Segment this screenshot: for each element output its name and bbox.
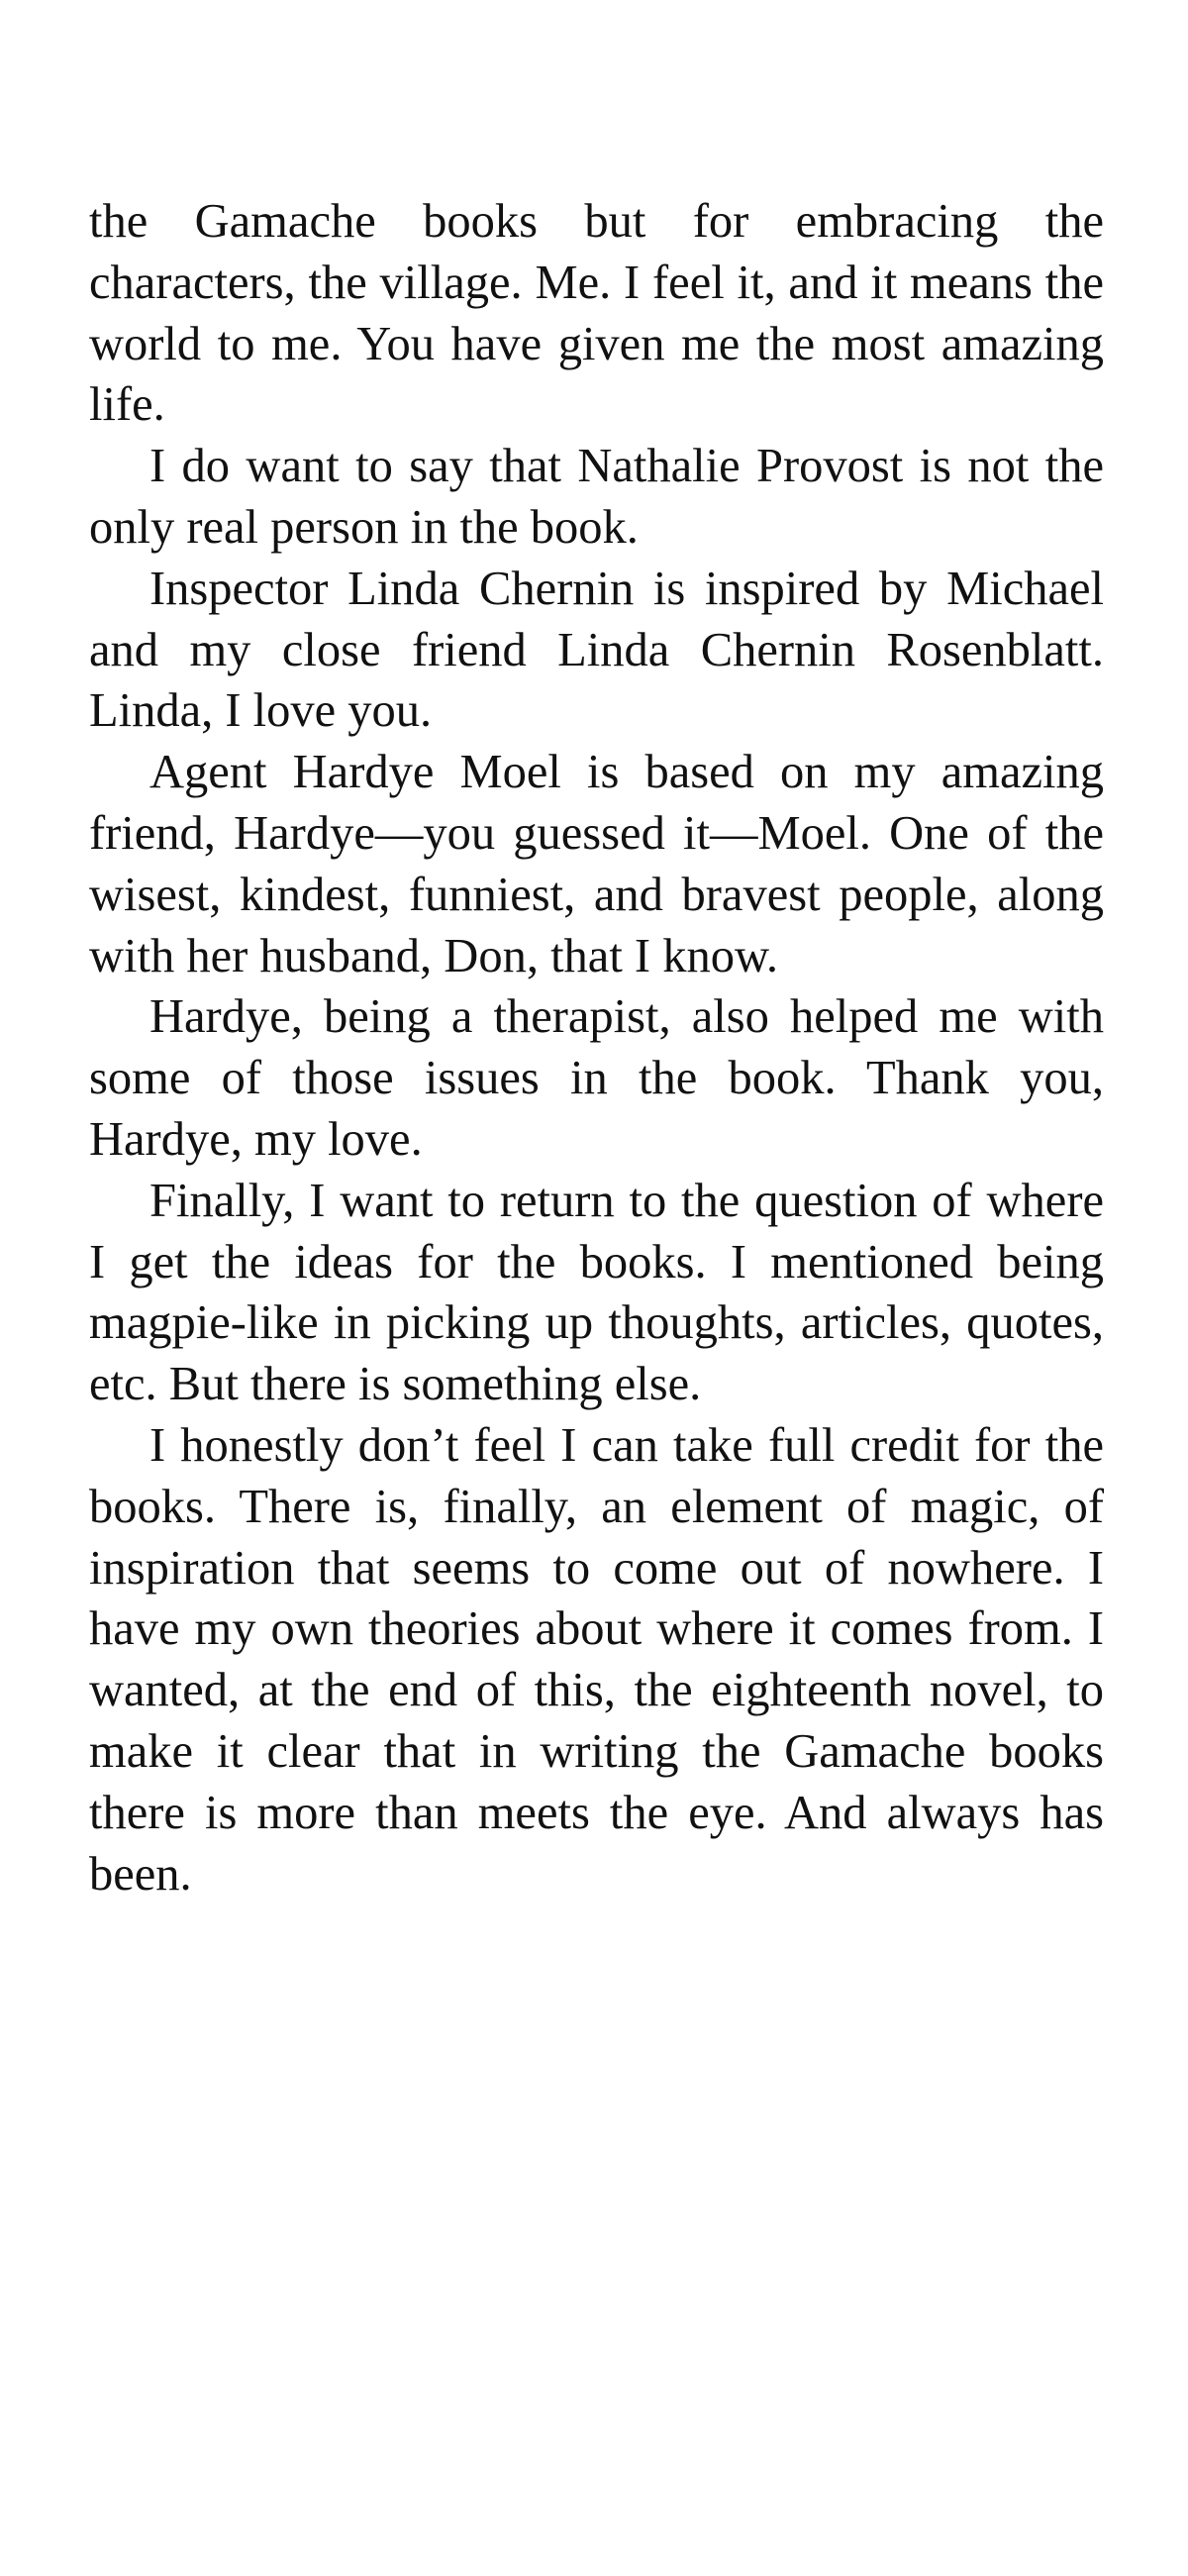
paragraph: Agent Hardye Moel is based on my amazing friend, Hardye—you guessed it—Moel. One of the wisest, kindest, funniest, and bravest people, along with her husband, Don, that I know.: [89, 746, 1104, 982]
paragraph: Hardye, being a therapist, also helped me with some of those issues in the book. Thank you, Hardye, my love.: [89, 990, 1104, 1166]
paragraph: Finally, I want to return to the question of where I get the ideas for the books. I mentioned being magpie-like in picking up thoughts, articles, quotes, etc. But there is something else.: [89, 1174, 1104, 1411]
book-page-text: [89, 191, 1104, 1905]
paragraph: I honestly don’t feel I can take full credit for the books. There is, finally, an element of magic, of inspiration that seems to come out of nowhere. I have my own theories about where it comes from. I wanted, at the end of this, the eighteenth novel, to make it clear that in writing the Gamache books there is more than meets the eye. And always has been.: [89, 1418, 1104, 1901]
paragraph: Inspector Linda Chernin is inspired by Michael and my close friend Linda Chernin Rosenblatt. Linda, I love you.: [89, 562, 1104, 738]
paragraph: I do want to say that Nathalie Provost is not the only real person in the book.: [89, 440, 1104, 554]
paragraph-continued: the Gamache books but for embracing the characters, the village. Me. I feel it, and it means the world to me. You have given me the most amazing life.: [89, 195, 1104, 432]
